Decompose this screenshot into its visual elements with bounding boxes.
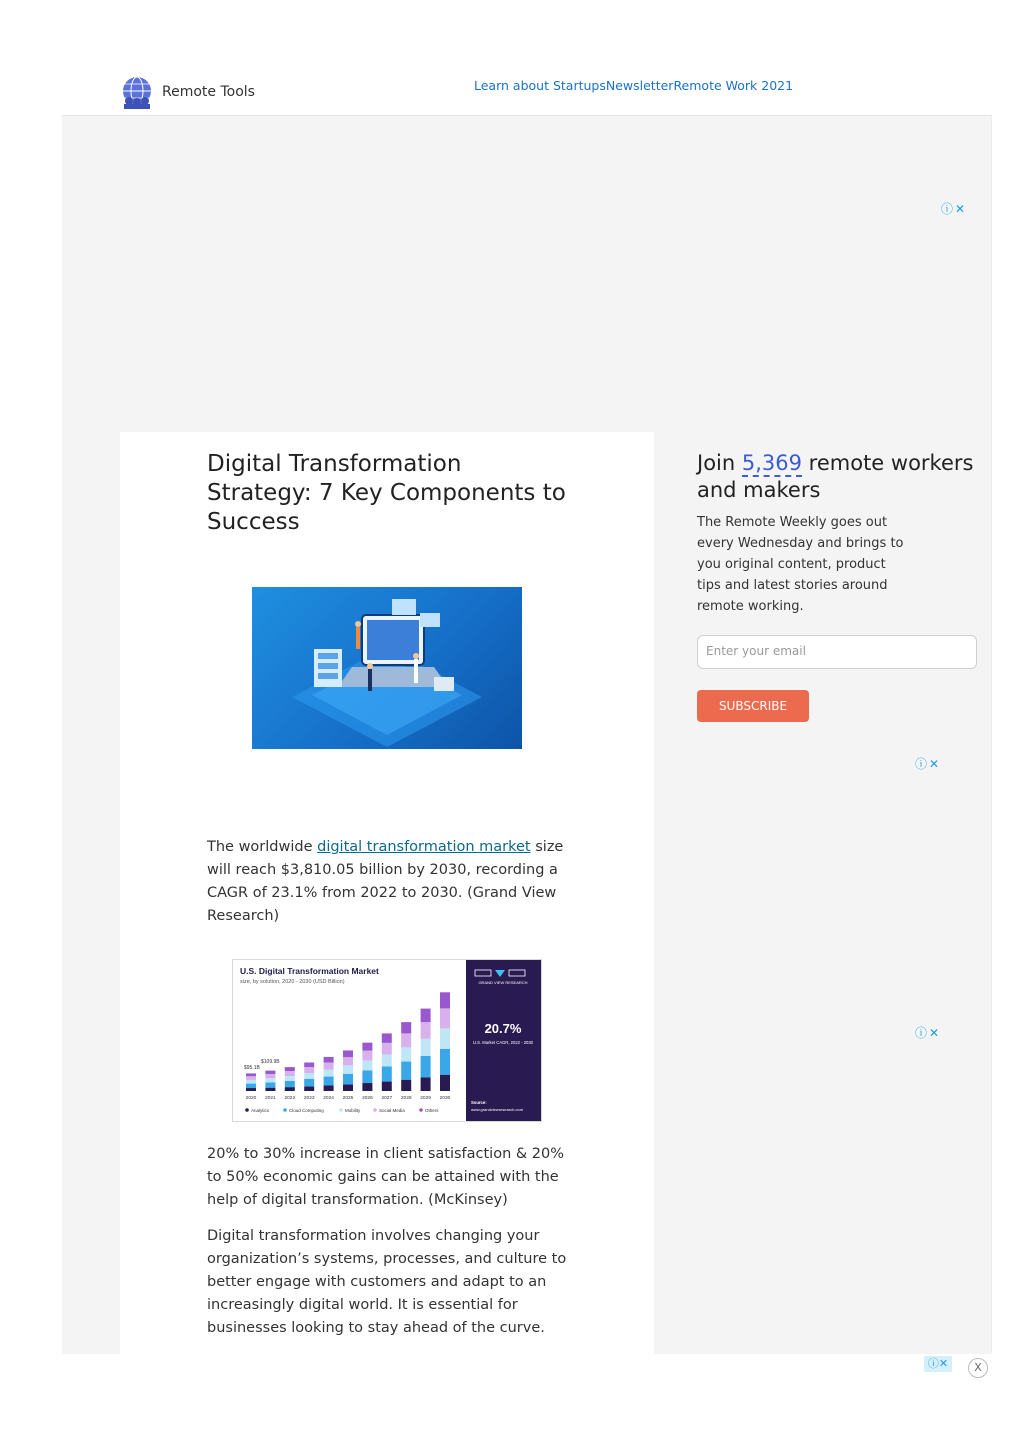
bar-segment (421, 1056, 431, 1078)
bar-segment (362, 1051, 372, 1061)
bar-segment (421, 1077, 431, 1091)
legend-label: Analytics (251, 1108, 270, 1113)
bar-segment (401, 1062, 411, 1080)
bar-segment (324, 1062, 334, 1069)
bar-segment (382, 1066, 392, 1081)
x-tick-label: 2020 (245, 1096, 257, 1101)
join-heading (697, 450, 977, 504)
legend-label: Mobility (345, 1108, 361, 1113)
bar-segment (343, 1050, 353, 1057)
bar-segment (362, 1060, 372, 1070)
subscribe-button[interactable]: SUBSCRIBE (697, 690, 809, 722)
bar-segment (285, 1081, 295, 1087)
source-url: www.grandviewresearch.com (471, 1107, 524, 1112)
market-chart-svg (233, 960, 541, 1121)
paragraph-satisfaction: 20% to 30% increase in client satisfaction & 20% to 50% economic gains can be attained with the help of digital transformation. (McKinsey) (207, 1146, 565, 1208)
legend-label: Social Media (379, 1108, 405, 1113)
x-tick-label: 2021 (265, 1096, 276, 1101)
bottom-ad-badge[interactable]: ⓘ✕ (924, 1356, 952, 1372)
bar-segment (265, 1088, 275, 1091)
chart-subtitle: size, by solution, 2020 - 2030 (USD Billion) (240, 979, 345, 985)
bar-segment (362, 1070, 372, 1083)
x-tick-label: 2024 (323, 1096, 334, 1101)
paragraph-market-size (207, 836, 572, 928)
bar-segment (324, 1077, 334, 1086)
bar-segment (401, 1047, 411, 1061)
bar-segment (362, 1083, 372, 1091)
bar-segment (304, 1079, 314, 1086)
bar-segment (440, 992, 450, 1008)
bar-segment (246, 1076, 256, 1080)
legend-swatch (339, 1108, 343, 1112)
paragraph-text: The worldwide (207, 839, 318, 855)
top-nav (474, 78, 793, 93)
article-title: Digital Transformation Strategy: 7 Key Components to Success (207, 451, 566, 535)
bar-segment (324, 1057, 334, 1063)
annotation-2020: $95.1B (244, 1065, 260, 1071)
bar-segment (343, 1065, 353, 1073)
legend-label: Others (425, 1108, 439, 1113)
ad-info-close-icon[interactable]: ⓘ✕ (941, 202, 968, 216)
bar-segment (324, 1070, 334, 1077)
nav-link-startups[interactable]: Learn about Startups (474, 78, 606, 93)
nav-link-newsletter[interactable]: Newsletter (605, 78, 674, 93)
x-tick-label: 2028 (400, 1096, 412, 1101)
annotation-2021: $109.9B (261, 1059, 280, 1065)
bar-segment (401, 1033, 411, 1047)
x-tick-label: 2023 (303, 1096, 315, 1101)
join-suffix: remote workers and makers (697, 451, 974, 502)
x-tick-label: 2025 (342, 1096, 354, 1101)
x-tick-label: 2027 (381, 1096, 393, 1101)
bar-segment (440, 1049, 450, 1075)
bar-segment (265, 1078, 275, 1082)
email-input[interactable]: Enter your email (697, 635, 977, 669)
bar-segment (304, 1062, 314, 1067)
bar-segment (285, 1076, 295, 1081)
bar-segment (382, 1033, 392, 1042)
x-tick-label: 2030 (439, 1096, 451, 1101)
site-header (62, 62, 992, 116)
x-tick-label: 2026 (362, 1096, 373, 1101)
bar-segment (343, 1074, 353, 1085)
globe-logo-icon[interactable] (120, 76, 154, 110)
bar-segment (343, 1084, 353, 1091)
bar-segment (285, 1067, 295, 1071)
bar-segment (440, 1075, 450, 1091)
nav-link-remote-work[interactable]: Remote Work 2021 (673, 78, 794, 93)
x-tick-label: 2029 (420, 1096, 431, 1101)
subscriber-count[interactable]: 5,369 (741, 451, 802, 475)
bar-segment (304, 1086, 314, 1091)
bar-segment (343, 1057, 353, 1065)
ad-info-close-icon[interactable]: ⓘ✕ (915, 1026, 942, 1040)
bar-segment (440, 1008, 450, 1028)
bar-segment (401, 1022, 411, 1033)
paragraph-definition: Digital transformation involves changing your organization’s systems, processes, and culture to better engage with customers and adapt to an increasingly digital world. It is essential for businesses looking to stay ahead of the curve. (207, 1228, 567, 1336)
bar-segment (440, 1028, 450, 1048)
bar-segment (421, 1009, 431, 1023)
bar-segment (382, 1082, 392, 1091)
newsletter-description: The Remote Weekly goes out every Wednesday and brings to you original content, product tips and latest stories around remote working. (697, 515, 904, 614)
join-prefix: Join (697, 451, 742, 475)
bar-segment (421, 1039, 431, 1056)
bar-segment (246, 1084, 256, 1088)
close-ad-button[interactable]: X (968, 1358, 988, 1378)
hero-illustration (252, 587, 522, 749)
legend-swatch (373, 1108, 377, 1112)
bar-segment (382, 1055, 392, 1067)
market-link[interactable]: digital transformation market (317, 839, 531, 855)
legend-label: Cloud Computing (289, 1108, 324, 1113)
bar-segment (382, 1043, 392, 1055)
paragraph-text: size will reach $3,810.05 billion by 2030, recording a CAGR of 23.1% from 2022 to 2030. (Grand View Research) (207, 839, 564, 924)
ad-info-close-icon[interactable]: ⓘ✕ (915, 757, 942, 771)
legend-swatch (283, 1108, 287, 1112)
bar-segment (285, 1087, 295, 1091)
cagr-value: 20.7% (484, 1021, 522, 1036)
bar-segment (401, 1080, 411, 1091)
article-card (120, 432, 654, 1354)
brand-name[interactable]: Remote Tools (162, 84, 255, 100)
bar-segment (304, 1067, 314, 1073)
legend-swatch (245, 1108, 249, 1112)
bar-segment (285, 1071, 295, 1076)
cagr-label: U.S. Market CAGR, 2022 - 2030 (472, 1040, 534, 1045)
bar-segment (246, 1088, 256, 1091)
bar-segment (324, 1085, 334, 1091)
bar-segment (246, 1073, 256, 1076)
legend-swatch (419, 1108, 423, 1112)
bar-segment (362, 1043, 372, 1051)
newsletter-sidebar (697, 450, 977, 713)
market-chart (232, 959, 542, 1122)
source-label: Source: (471, 1100, 487, 1105)
gvr-brand: GRAND VIEW RESEARCH (478, 980, 528, 985)
bar-segment (265, 1071, 275, 1074)
bar-segment (304, 1073, 314, 1079)
chart-title: U.S. Digital Transformation Market (240, 966, 379, 976)
bar-segment (246, 1080, 256, 1084)
bar-segment (421, 1022, 431, 1039)
x-tick-label: 2022 (284, 1096, 296, 1101)
bar-segment (265, 1074, 275, 1078)
bar-segment (265, 1082, 275, 1087)
